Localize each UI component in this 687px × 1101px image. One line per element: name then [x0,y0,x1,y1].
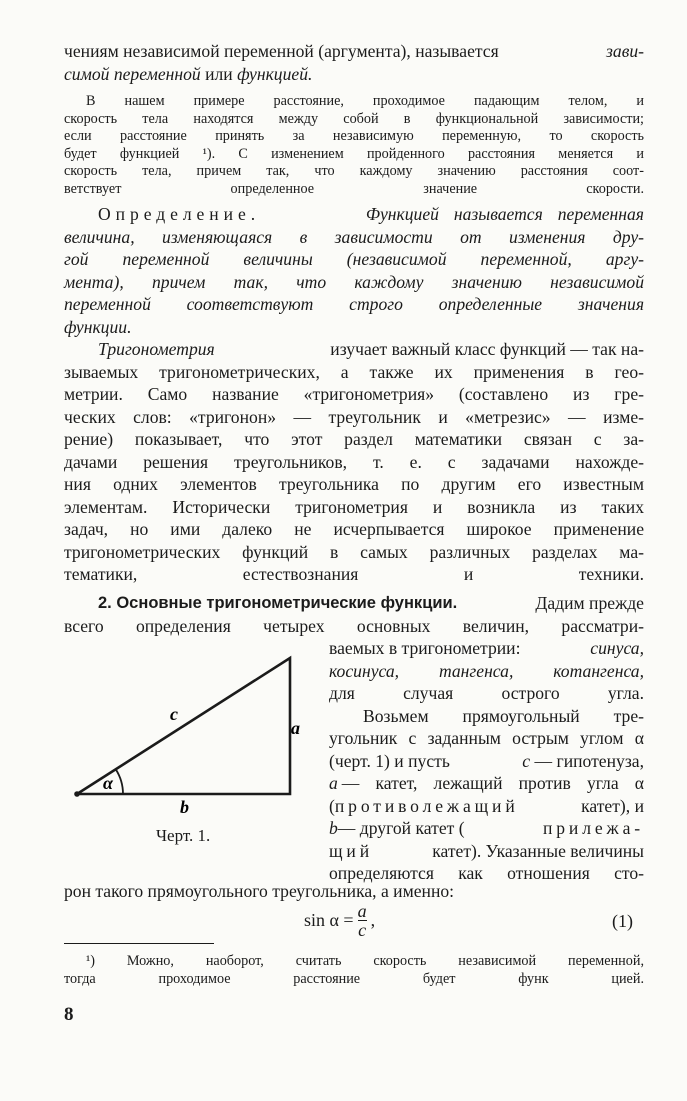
section-text: (черт. 1) и пусть [329,750,450,771]
formula-comma: , [370,910,376,930]
example-note [64,93,644,199]
footnote-line: тогда проходимое расстояние будет функ цией. [64,970,644,987]
text-fragment: симой переменной [64,63,201,84]
spaced-term: прилежа- [542,818,644,838]
trig-line: дачами решения треугольников, т. е. с задачами нахожде- [64,451,644,472]
section-text: для случая острого угла. [329,683,644,703]
term-trigonometry: Тригонометрия [98,339,215,359]
definition-label: Определение. [98,204,261,224]
example-line: скорость тела, причем так, что каждому значению расстояния соот- [64,163,644,180]
footnote [64,953,644,988]
section-heading: 2. Основные тригонометрические функции. [98,594,458,612]
section-text: — катет, лежащий против угла α [341,773,644,793]
trig-line: тригонометрических функций в самых различных разделах ма- [64,541,644,562]
section-text: катет). Указанные величины [432,840,644,861]
trigonometry-paragraph [64,338,644,586]
definition-line: гой переменной величины (независимой переменной, аргу- [64,249,644,269]
trig-line: ческих слов: «тригонон» — треугольник и «метрезис» — изме- [64,406,644,427]
definition-line: Функцией называется переменная [365,204,644,224]
section-2-closing [64,880,644,903]
var-a: a [329,773,338,793]
footnote-rule [64,943,214,944]
spaced-term: противолежащий [334,795,519,816]
formula-number: (1) [612,911,633,931]
trig-line: метрии. Само название «тригонометрия» (составлено из гре- [64,384,644,404]
definition-line: величина, изменяющаяся в зависимости от изменения дру- [64,226,644,247]
definition-line: переменной соответствуют строго определенные значения [64,294,644,314]
formula-denominator: c [358,920,367,940]
formula-lhs: sin α = [304,910,354,930]
spaced-term: щий [329,840,373,861]
text-fragment: чениям независимой переменной (аргумента), называется [64,41,499,61]
term-sine: синуса, [590,638,644,658]
text-fragment: или [205,63,233,84]
continued-paragraph [64,40,644,85]
angle-arc [116,769,123,794]
example-line: ветствует определенное значение скорости. [64,180,644,197]
section-text: всего определения четырех основных величин, рассматри- [64,615,644,636]
section-text: Дадим прежде [535,593,644,613]
trig-line: зываемых тригонометрических, а также их применения в гео- [64,361,644,382]
page-number: 8 [64,1004,74,1025]
section-2-column: ваемых в тригонометрии: синуса, косинуса, тангенса, котангенса, для случая острого угла. Возьмем прямоугольный тре- угольник с заданным острым углом α (черт. 1) и пусть c — гипотенуза, a — катет, лежащий против угла α (противолежащий катет), и b— другой катет ( прилежа- щий катет). Указанные величины определяются как отношения сто- [329,638,644,883]
definition-block [64,203,644,338]
formula-numerator: a [357,901,367,921]
section-text: — гипотенуза, [534,750,644,771]
label-leg-a: a [291,718,300,738]
trig-line: тематики, естествознания и техники. [64,564,644,584]
section-text: Возьмем прямоугольный тре- [363,705,644,726]
definition-line: мента), причем так, что каждому значению независимой [64,271,644,292]
var-c: c [522,750,531,771]
trig-line: ния одних элементов треугольника по другим его известным [64,474,644,494]
trig-line: элементам. Исторически тригонометрия и возникла из таких [64,496,644,517]
figure-caption: Черт. 1. [156,826,211,845]
text-fragment: зави- [606,41,644,61]
label-angle-alpha: α [103,773,113,793]
trig-line: изучает важный класс функций — так на- [330,339,644,359]
footnote-line: ¹) Можно, наоборот, считать скорость независимой переменной, [86,953,644,969]
section-text: катет), и [581,795,644,816]
example-line: скорость тела находятся между собой в функциональной зависимости; [64,110,644,127]
text-fragment: функцией. [237,63,313,84]
section-text: — другой катет ( [337,818,465,838]
example-line: будет функцией ¹). С изменением пройденного расстояния меняется и [64,145,644,162]
trig-line: рение) показывает, что этот раздел математики связан с за- [64,429,644,449]
label-hypotenuse-c: c [170,704,178,724]
label-leg-b: b [180,797,189,817]
section-text: ваемых в тригонометрии: [329,638,521,658]
section-text: определяются как отношения сто- [329,863,644,883]
trig-line: задач, но ими далеко не исчерпывается широкое применение [64,519,644,539]
terms-cos-tan-cot: косинуса, тангенса, котангенса, [329,660,644,681]
triangle-figure [60,650,310,820]
formula-sine [304,902,375,939]
formula-fraction [358,902,367,939]
section-2-intro [64,592,644,637]
var-b: b [329,818,338,838]
section-text: угольник с заданным острым углом α [329,728,644,748]
definition-line: функции. [64,316,132,337]
example-line: В нашем примере расстояние, проходимое падающим телом, и [86,93,644,109]
vertex-dot [74,791,80,797]
section-text: рон такого прямоугольного треугольника, а именно: [64,881,455,901]
example-line: если расстояние принять за независимую переменную, то скорость [64,128,644,145]
